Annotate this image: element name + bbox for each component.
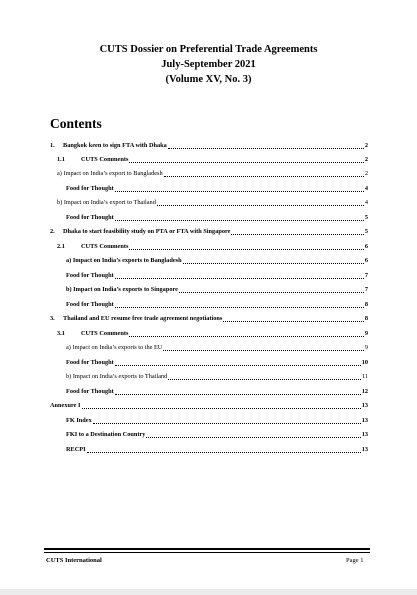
toc-entry-page: 2 — [364, 170, 368, 177]
toc-entry-title: Food for Thought — [66, 301, 114, 308]
toc-entry-title: b) Impact on India’s export to Thailand — [57, 199, 156, 206]
toc-entry-title: Thailand and EU resume free trade agreement negotiations — [63, 315, 223, 322]
toc-entry-page: 13 — [361, 431, 368, 438]
document-title-block — [0, 42, 417, 87]
toc-entry-title: Dhaka to start feasibility study on PTA or FTA with Singapore — [63, 228, 231, 235]
toc-entry-title: b) Impact on India’s exports to Thailand — [66, 373, 168, 380]
toc-entry-leader-dots — [146, 431, 360, 438]
toc-entry-page: 13 — [361, 417, 368, 424]
toc-entry-leader-dots — [163, 344, 363, 351]
toc-entry-page: 6 — [364, 243, 368, 250]
toc-entry-number: 3. — [50, 315, 55, 322]
toc-entry-title: FK Index — [66, 417, 92, 424]
toc-entry[interactable] — [66, 415, 368, 425]
toc-entry-title: a) Impact on India’s exports to the EU — [66, 344, 163, 351]
toc-entry-number: 1. — [50, 142, 55, 149]
toc-entry[interactable] — [57, 168, 368, 178]
toc-entry-page: 4 — [364, 199, 368, 206]
toc-entry-leader-dots — [115, 272, 364, 279]
toc-entry-title: Food for Thought — [66, 214, 114, 221]
toc-entry-leader-dots — [168, 373, 361, 380]
toc-entry[interactable] — [66, 357, 368, 367]
toc-entry[interactable] — [50, 140, 368, 150]
toc-entry-title: a) Impact on India’s export to Bangladesh — [57, 170, 163, 177]
toc-entry-number: 3.1 — [57, 330, 65, 337]
toc-entry-leader-dots — [183, 257, 364, 264]
toc-entry[interactable] — [50, 313, 368, 323]
toc-entry-title: Annexure I — [50, 402, 81, 409]
toc-entry-leader-dots — [87, 446, 361, 453]
toc-entry-number: 2.1 — [57, 243, 65, 250]
toc-entry-page: 11 — [361, 373, 368, 380]
toc-entry-page: 13 — [361, 402, 368, 409]
toc-entry-page: 12 — [361, 388, 368, 395]
toc-entry-title: b) Impact on India’s exports to Singapore — [66, 286, 178, 293]
toc-entry[interactable] — [57, 154, 368, 164]
toc-entry-page: 5 — [364, 228, 368, 235]
toc-entry-page: 6 — [364, 257, 368, 264]
toc-entry-page: 5 — [364, 214, 368, 221]
toc-entry-page: 4 — [364, 185, 368, 192]
toc-entry-leader-dots — [129, 243, 363, 250]
toc-entry[interactable] — [66, 212, 368, 222]
document-period: July-September 2021 — [161, 59, 256, 70]
toc-entry[interactable] — [66, 255, 368, 265]
toc-entry-title: Bangkok keen to sign FTA with Dhaka — [63, 142, 167, 149]
toc-entry[interactable] — [66, 342, 368, 352]
toc-entry-title: CUTS Comments — [81, 330, 129, 337]
footer-page-number: Page 1 — [346, 557, 364, 564]
toc-entry[interactable] — [66, 284, 368, 294]
toc-entry-leader-dots — [223, 315, 364, 322]
toc-entry[interactable] — [57, 328, 368, 338]
toc-entry[interactable] — [66, 386, 368, 396]
toc-entry-title: FKI to a Destination Country — [66, 431, 146, 438]
toc-entry[interactable] — [66, 371, 368, 381]
toc-entry-page: 7 — [364, 286, 368, 293]
toc-entry-number: 2. — [50, 228, 55, 235]
toc-entry-leader-dots — [157, 199, 364, 206]
toc-entry[interactable] — [66, 270, 368, 280]
toc-entry-leader-dots — [115, 359, 361, 366]
toc-entry-leader-dots — [168, 142, 364, 149]
toc-entry[interactable] — [57, 241, 368, 251]
toc-entry-leader-dots — [164, 170, 364, 177]
toc-entry-page: 2 — [364, 142, 368, 149]
footer-divider-thick — [44, 548, 370, 550]
toc-entry-page: 8 — [364, 301, 368, 308]
toc-entry-leader-dots — [115, 185, 364, 192]
toc-entry-leader-dots — [129, 330, 363, 337]
toc-entry-leader-dots — [179, 286, 364, 293]
toc-entry-page: 9 — [364, 344, 368, 351]
footer-organization: CUTS International — [46, 557, 102, 564]
toc-entry-leader-dots — [115, 214, 364, 221]
toc-entry-title: CUTS Comments — [81, 243, 129, 250]
toc-entry[interactable] — [57, 197, 368, 207]
document-title: CUTS Dossier on Preferential Trade Agreements — [99, 44, 318, 55]
toc-entry-title: RECPI — [66, 446, 86, 453]
toc-entry-title: Food for Thought — [66, 185, 114, 192]
toc-entry-page: 10 — [361, 359, 368, 366]
toc-entry-page: 9 — [364, 330, 368, 337]
toc-entry-page: 2 — [364, 156, 368, 163]
toc-entry-title: a) Impact on India’s exports to Bangladesh — [66, 257, 182, 264]
toc-entry[interactable] — [50, 226, 368, 236]
footer-divider-thin — [44, 552, 370, 553]
toc-entry[interactable] — [66, 183, 368, 193]
toc-entry-page: 8 — [364, 315, 368, 322]
toc-entry-page: 13 — [361, 446, 368, 453]
toc-entry-leader-dots — [115, 301, 364, 308]
toc-entry-leader-dots — [115, 388, 361, 395]
toc-entry-page: 7 — [364, 272, 368, 279]
toc-entry[interactable] — [66, 444, 368, 454]
contents-heading: Contents — [50, 116, 102, 131]
toc-entry-leader-dots — [129, 156, 363, 163]
toc-entry[interactable] — [66, 299, 368, 309]
toc-entry-title: Food for Thought — [66, 359, 114, 366]
toc-entry-title: Food for Thought — [66, 272, 114, 279]
toc-entry[interactable] — [66, 429, 368, 439]
toc-entry[interactable] — [50, 400, 368, 410]
toc-entry-title: Food for Thought — [66, 388, 114, 395]
toc-entry-title: CUTS Comments — [81, 156, 129, 163]
toc-entry-number: 1.1 — [57, 156, 65, 163]
document-volume: (Volume XV, No. 3) — [165, 74, 252, 85]
toc-entry-leader-dots — [231, 228, 363, 235]
toc-entry-leader-dots — [93, 417, 361, 424]
toc-entry-leader-dots — [82, 402, 361, 409]
